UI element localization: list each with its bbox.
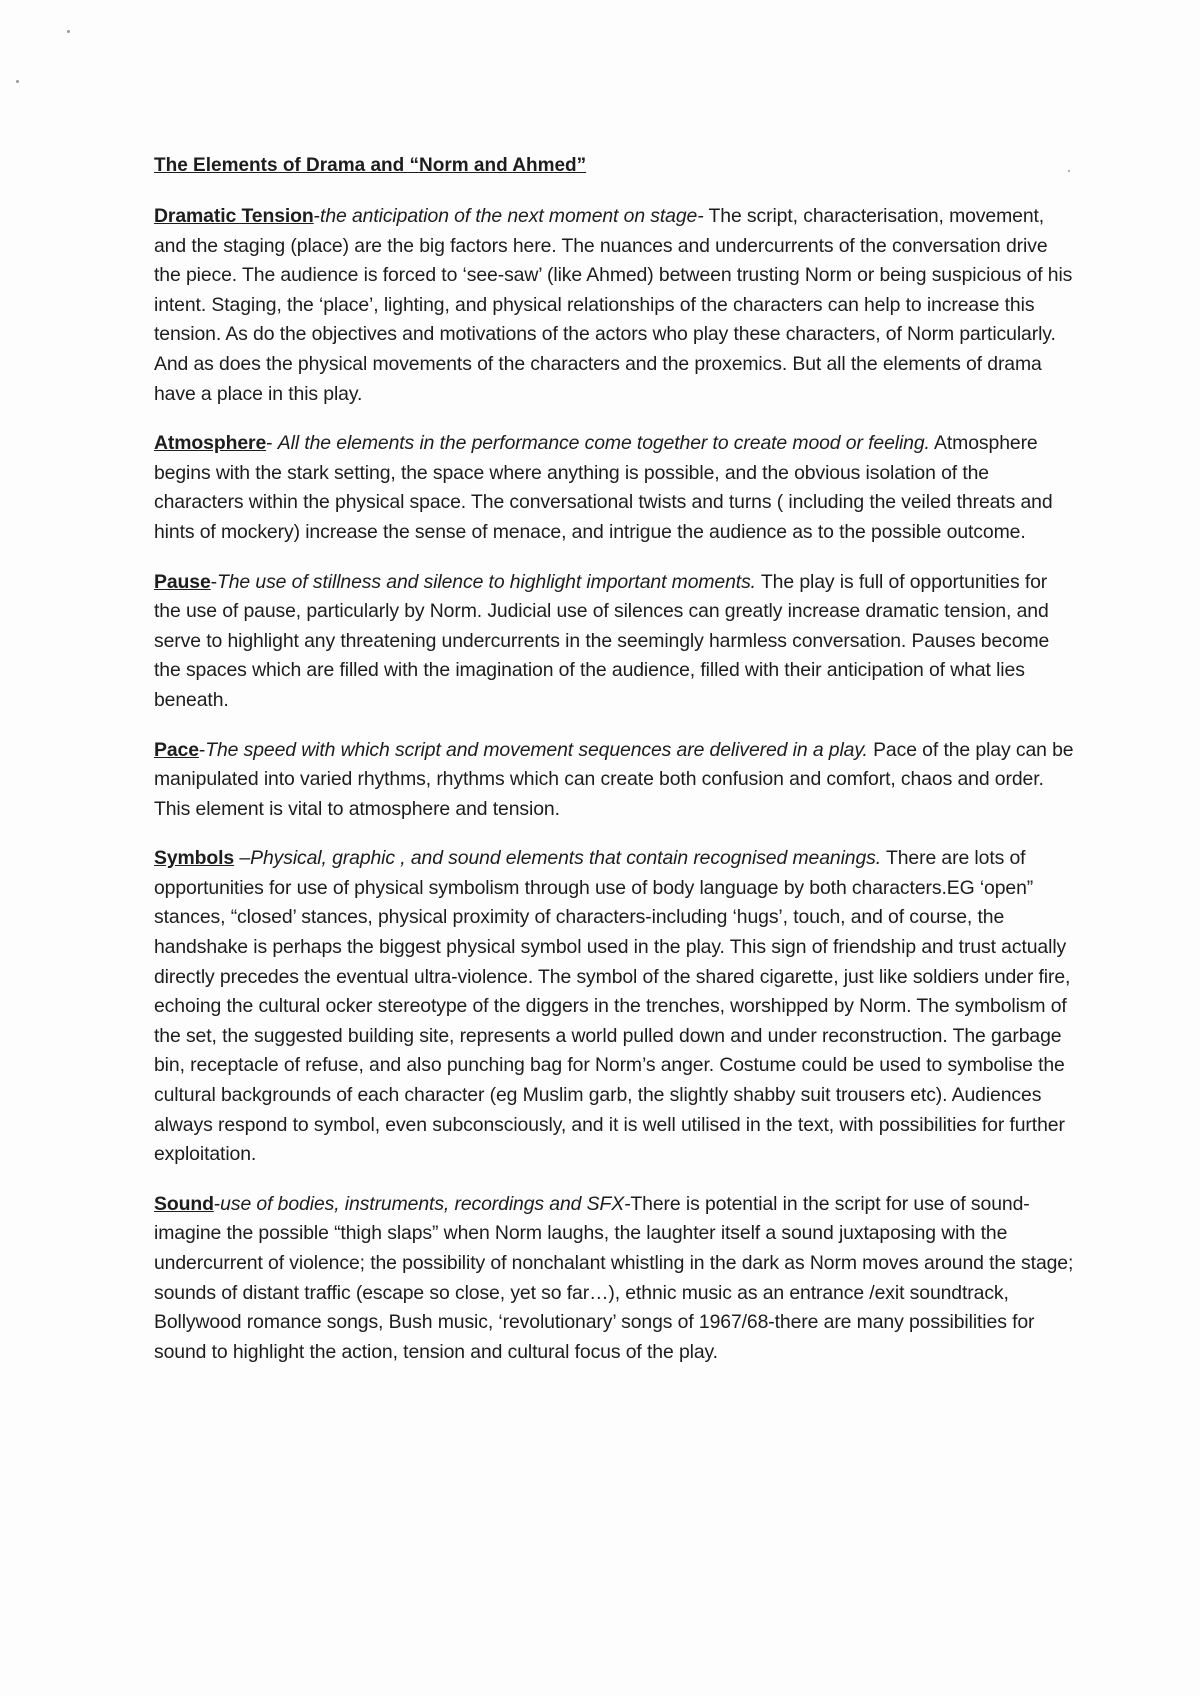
section-term: Symbols <box>154 847 235 870</box>
section-dramatic-tension <box>154 202 1074 409</box>
section-pause <box>154 568 1074 716</box>
section-definition: the anticipation of the next moment on stage- <box>320 205 704 227</box>
section-term: Dramatic Tension <box>154 205 314 227</box>
section-sound <box>154 1190 1074 1368</box>
section-body: The play is full of opportunities for the use of pause, particularly by Norm. Judicial use of silences can greatly increase dramatic tension, and serve to highlight any threatening undercurrents in the seemingly harmless conversation. Pauses become the spaces which are filled with the imagination of the audience, filled with their anticipation of what lies beneath. <box>154 570 1050 711</box>
section-body: There is potential in the script for use of sound-imagine the possible “thigh slaps” when Norm laughs, the laughter itself a sound juxtaposing with the undercurrent of violence; the possibility of nonchalant whistling in the dark as Norm moves around the stage; sounds of distant traffic (escape so close, yet so far…), ethnic music as an entrance /exit soundtrack, Bollywood romance songs, Bush music, ‘revolutionary’ songs of 1967/68-there are many possibilities for sound to highlight the action, tension and cultural focus of the play. <box>154 1192 1074 1363</box>
section-term: Atmosphere <box>154 432 267 455</box>
document-title: The Elements of Drama and “Norm and Ahmed” <box>154 155 587 176</box>
section-separator: – <box>234 847 251 870</box>
section-definition: Physical, graphic , and sound elements that contain recognised meanings. <box>250 847 882 870</box>
section-term: Pause <box>154 570 211 593</box>
section-definition: The use of stillness and silence to highlight important moments. <box>217 570 756 593</box>
section-separator: - <box>266 432 278 455</box>
scan-speck <box>67 30 70 33</box>
section-separator: - <box>198 738 206 761</box>
section-body: Atmosphere begins with the stark setting, the space where anything is possible, and the obvious isolation of the characters within the physical space. The conversational twists and turns ( including the veiled threats and hints of mockery) increase the sense of menace, and intrigue the audience as to the possible outcome. <box>154 432 1053 543</box>
section-pace <box>154 736 1074 825</box>
section-symbols <box>154 844 1074 1170</box>
section-separator: - <box>210 570 217 593</box>
section-separator: - <box>213 1192 221 1215</box>
scan-speck <box>16 80 19 83</box>
section-body: Pace of the play can be manipulated into varied rhythms, rhythms which can create both confusion and comfort, chaos and order. This element is vital to atmosphere and tension. <box>154 738 1074 820</box>
section-separator: - <box>313 205 321 227</box>
section-definition: All the elements in the performance come together to create mood or feeling. <box>277 432 930 455</box>
section-atmosphere <box>154 429 1074 547</box>
section-term: Sound <box>154 1192 214 1215</box>
section-definition: The speed with which script and movement sequences are delivered in a play. <box>205 738 868 761</box>
section-definition: use of bodies, instruments, recordings and SFX- <box>220 1192 631 1215</box>
document-content <box>154 152 1074 1387</box>
section-body: The script, characterisation, movement, and the staging (place) are the big factors here. The nuances and undercurrents of the conversation drive the piece. The audience is forced to ‘see-saw’ (like Ahmed) between trusting Norm or being suspicious of his intent. Staging, the ‘place’, lighting, and physical relationships of the characters can help to increase this tension. As do the objectives and motivations of the actors who play these characters, of Norm particularly. And as does the physical movements of the characters and the proxemics. But all the elements of drama have a place in this play. <box>154 205 1073 405</box>
section-term: Pace <box>154 738 199 761</box>
section-body: There are lots of opportunities for use of physical symbolism through use of body language by both characters.EG ‘open” stances, “closed’ stances, physical proximity of characters-including ‘hugs’, touch, and of course, the handshake is perhaps the biggest physical symbol used in the play. This sign of friendship and trust actually directly precedes the eventual ultra-violence. The symbol of the shared cigarette, just like soldiers under fire, echoing the cultural ocker stereotype of the diggers in the trenches, worshipped by Norm. The symbolism of the set, the suggested building site, represents a world pulled down and under reconstruction. The garbage bin, receptacle of refuse, and also punching bag for Norm’s anger. Costume could be used to symbolise the cultural backgrounds of each character (eg Muslim garb, the slightly shabby suit trousers etc). Audiences always respond to symbol, even subconsciously, and it is well utilised in the text, with possibilities for further exploitation. <box>154 847 1071 1166</box>
